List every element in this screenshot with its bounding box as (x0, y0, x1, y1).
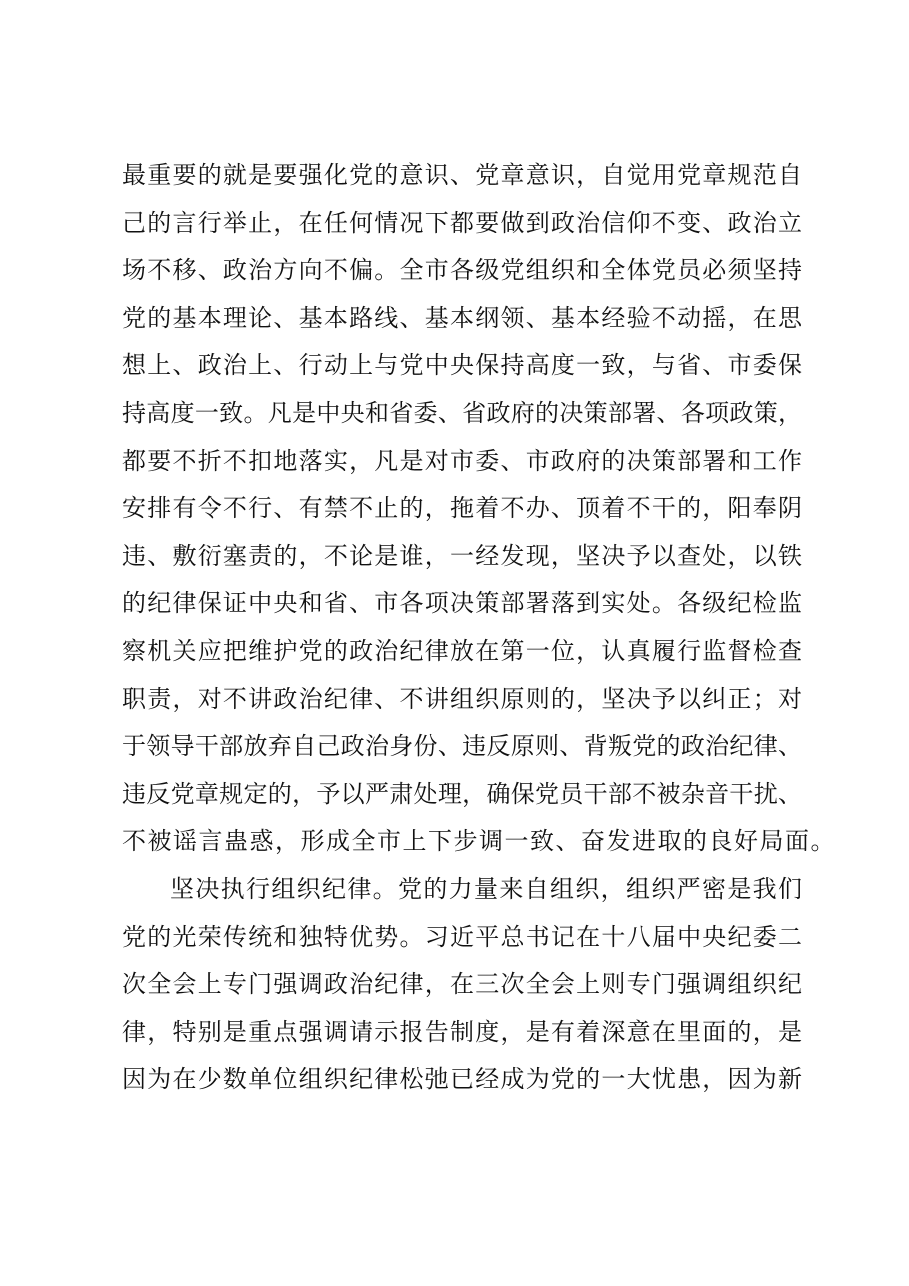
paragraph-last-line: 不被谣言蛊惑，形成全市上下步调一致、奋发进取的良好局面。 (122, 827, 836, 856)
text-line: 党的基本理论、基本路线、基本纲领、基本经验不动摇，在思 (122, 303, 802, 332)
text-line: 的纪律保证中央和省、市各项决策部署落到实处。各级纪检监 (122, 589, 802, 618)
body-text (122, 152, 836, 1104)
text-line: 因为在少数单位组织纪律松弛已经成为党的一大忧患，因为新 (122, 1065, 802, 1094)
text-line: 律，特别是重点强调请示报告制度，是有着深意在里面的，是 (122, 1017, 802, 1046)
text-line: 违、敷衍塞责的，不论是谁，一经发现，坚决予以查处，以铁 (122, 541, 802, 570)
text-line: 己的言行举止，在任何情况下都要做到政治信仰不变、政治立 (122, 208, 802, 237)
text-line: 想上、政治上、行动上与党中央保持高度一致，与省、市委保 (122, 351, 802, 380)
text-line: 都要不折不扣地落实，凡是对市委、市政府的决策部署和工作 (122, 446, 802, 475)
text-line: 次全会上专门强调政治纪律，在三次全会上则专门强调组织纪 (122, 970, 802, 999)
text-line: 持高度一致。凡是中央和省委、省政府的决策部署、各项政策， (122, 398, 802, 427)
text-line: 最重要的就是要强化党的意识、党章意识，自觉用党章规范自 (122, 161, 802, 189)
text-line: 场不移、政治方向不偏。全市各级党组织和全体党员必须坚持 (122, 256, 802, 285)
paragraph-first-line: 坚决执行组织纪律。党的力量来自组织，组织严密是我们 (170, 874, 802, 903)
text-line: 党的光荣传统和独特优势。习近平总书记在十八届中央纪委二 (122, 922, 802, 951)
text-line: 于领导干部放弃自己政治身份、违反原则、背叛党的政治纪律、 (122, 732, 802, 761)
text-line: 违反党章规定的，予以严肃处理，确保党员干部不被杂音干扰、 (122, 779, 802, 808)
text-line: 察机关应把维护党的政治纪律放在第一位，认真履行监督检查 (122, 636, 802, 665)
text-line: 安排有令不行、有禁不止的，拖着不办、顶着不干的，阳奉阴 (122, 494, 802, 523)
text-line: 职责，对不讲政治纪律、不讲组织原则的，坚决予以纠正；对 (122, 684, 802, 713)
